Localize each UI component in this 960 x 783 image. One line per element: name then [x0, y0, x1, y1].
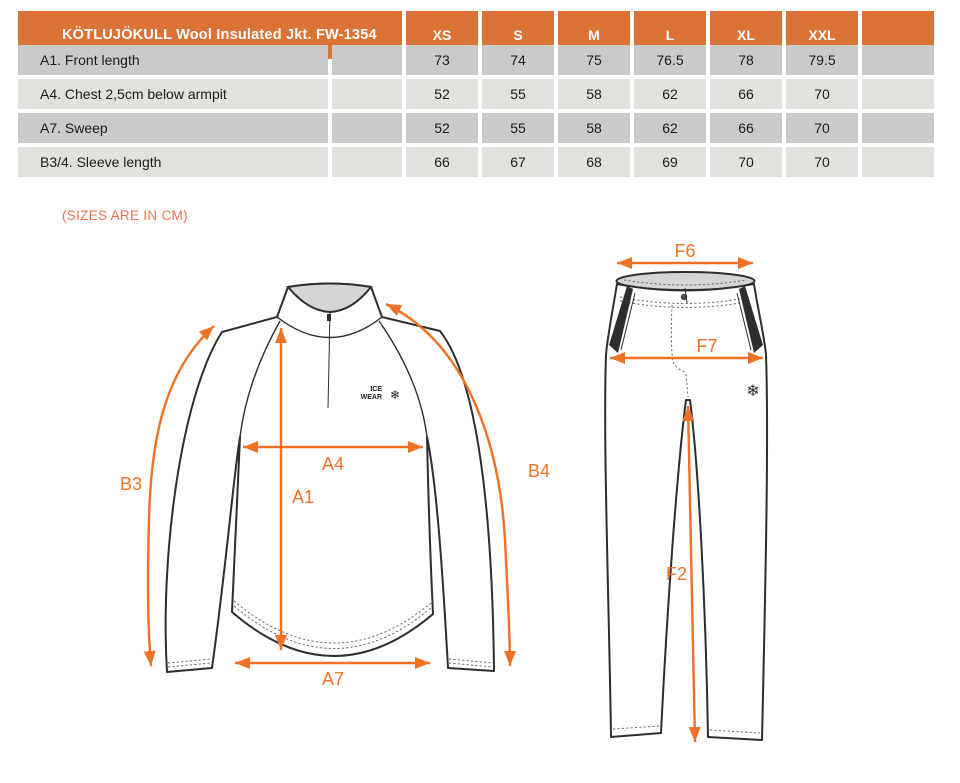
size-header-xl: XL: [710, 11, 782, 59]
value-cell: 73: [406, 45, 478, 75]
value-cell: 62: [634, 113, 706, 143]
value-cell: 52: [406, 79, 478, 109]
row-label: A7. Sweep: [18, 113, 328, 143]
size-header-s: S: [482, 11, 554, 59]
a4-label: A4: [321, 454, 345, 474]
f2-label: F2: [665, 564, 687, 584]
f7-label: F7: [696, 336, 718, 356]
size-header-xs: XS: [406, 11, 478, 59]
value-cell: 70: [710, 147, 782, 177]
value-cell: 70: [786, 147, 858, 177]
b3-label: B3: [119, 474, 143, 494]
value-cell: 66: [406, 147, 478, 177]
size-header-m: M: [558, 11, 630, 59]
value-cell: 76.5: [634, 45, 706, 75]
value-cell: 79.5: [786, 45, 858, 75]
a1-label: A1: [292, 487, 315, 507]
logo-line2: WEAR: [360, 394, 382, 401]
jacket-drawing: [166, 284, 494, 673]
value-cell: 66: [710, 113, 782, 143]
value-cell: 70: [786, 113, 858, 143]
value-cell: 68: [558, 147, 630, 177]
a7-label: A7: [321, 669, 345, 689]
value-cell: 69: [634, 147, 706, 177]
value-cell: 62: [634, 79, 706, 109]
snowflake-icon: ❄: [390, 388, 401, 402]
value-cell: 58: [558, 79, 630, 109]
value-cell: 52: [406, 113, 478, 143]
zipper-pull: [327, 314, 331, 321]
value-cell: 74: [482, 45, 554, 75]
sizes-unit-note: (SIZES ARE IN CM): [62, 208, 188, 223]
pants-body: [605, 284, 767, 740]
logo-line1: ICE: [370, 386, 382, 393]
size-header-xxl: XXL: [786, 11, 858, 59]
value-cell: 66: [710, 79, 782, 109]
size-header-l: L: [634, 11, 706, 59]
value-cell: 78: [710, 45, 782, 75]
value-cell: 70: [786, 79, 858, 109]
b4-label: B4: [527, 461, 551, 481]
snowflake-icon: ❄: [746, 383, 760, 400]
table-title: KÖTLUJÖKULL Wool Insulated Jkt. FW-1354: [18, 11, 402, 59]
row-label: A4. Chest 2,5cm below armpit: [18, 79, 328, 109]
pants-drawing: [605, 272, 767, 740]
value-cell: 75: [558, 45, 630, 75]
value-cell: 55: [482, 113, 554, 143]
row-label: B3/4. Sleeve length: [18, 147, 328, 177]
value-cell: 67: [482, 147, 554, 177]
f6-label: F6: [674, 241, 696, 261]
value-cell: 58: [558, 113, 630, 143]
f2-dimension-arrow: [688, 406, 695, 742]
row-label: A1. Front length: [18, 45, 328, 75]
value-cell: 55: [482, 79, 554, 109]
